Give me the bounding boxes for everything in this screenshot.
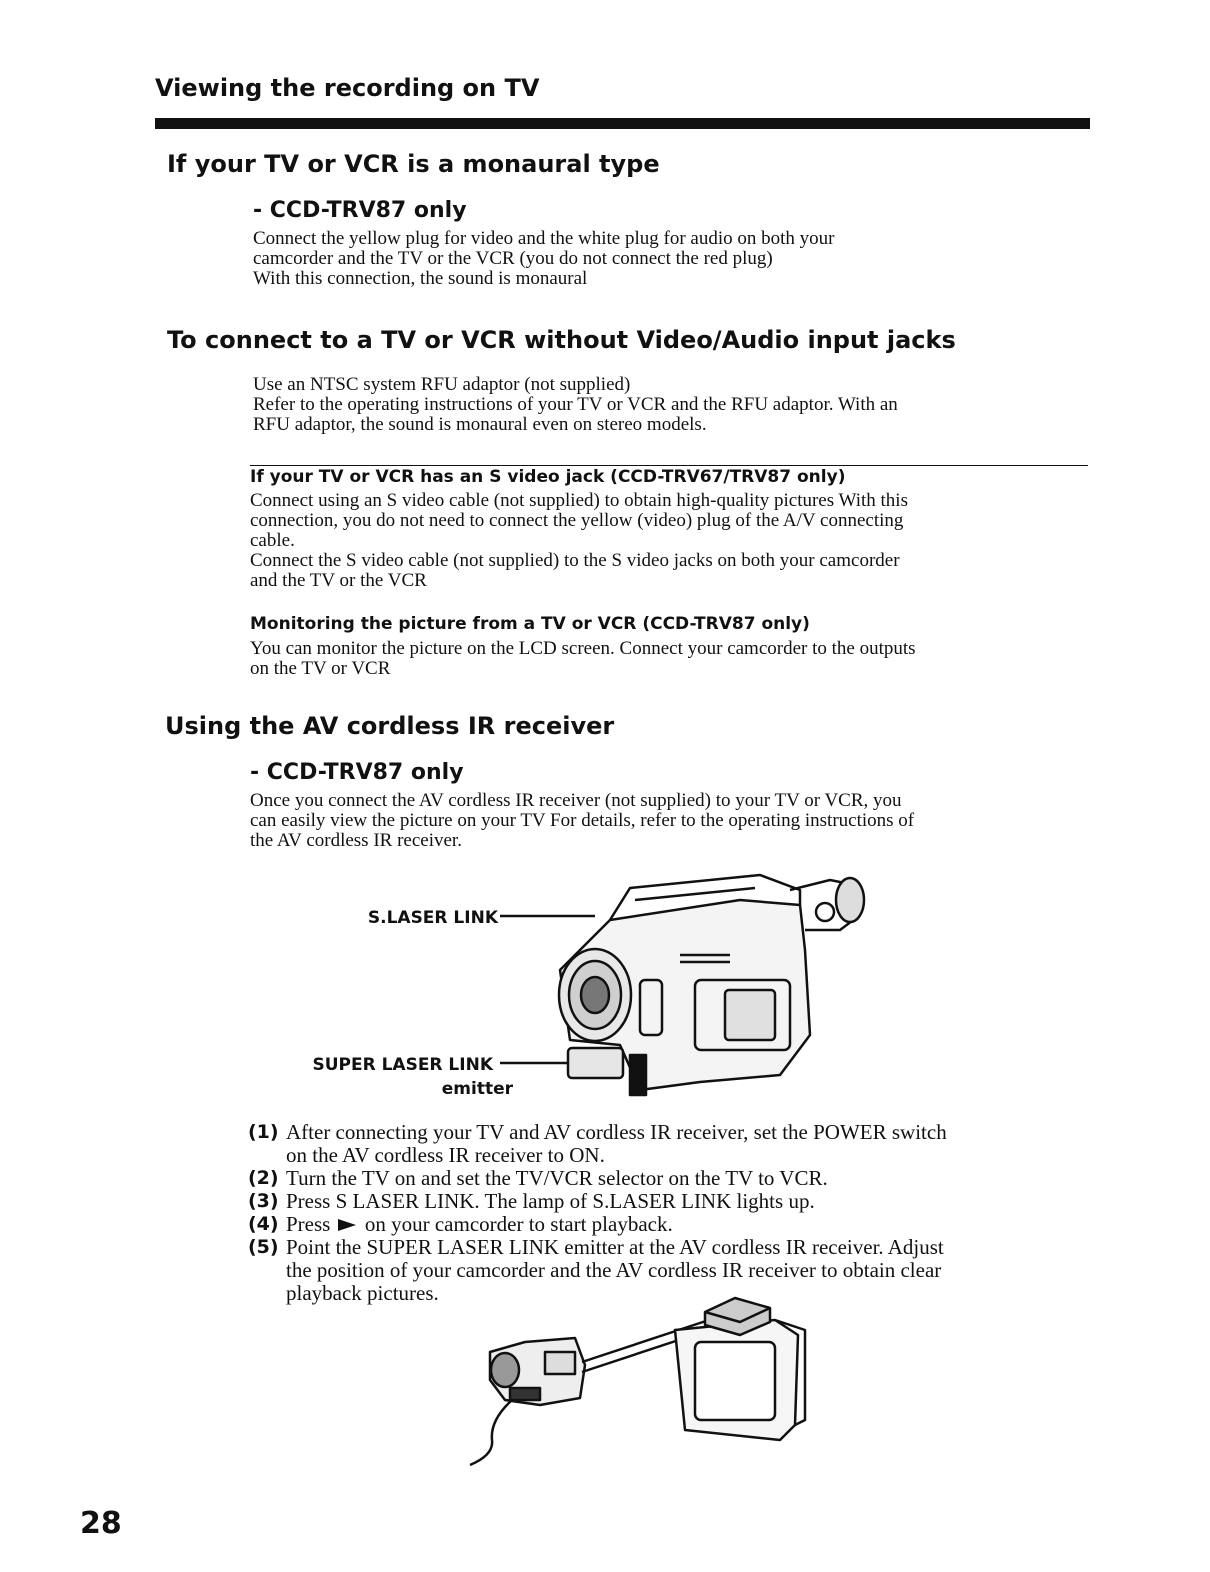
step-item (248, 1167, 1088, 1190)
step-line: Press S LASER LINK. The lamp of S.LASER LINK lights up. (286, 1189, 815, 1213)
camcorder-tv-illustration (450, 1290, 830, 1470)
step-line: on the AV cordless IR receiver to ON. (286, 1143, 605, 1167)
s-video-heading: If your TV or VCR has an S video jack (CCD-TRV67/TRV87 only) (250, 467, 846, 487)
camcorder-illustration (500, 860, 890, 1110)
monaural-body (253, 229, 1083, 289)
s-video-line: cable. (250, 530, 295, 551)
page-number: 28 (80, 1506, 122, 1541)
s-video-line: connection, you do not need to connect the yellow (video) plug of the A/V connecting (250, 510, 904, 531)
monaural-heading: If your TV or VCR is a monaural type (167, 150, 660, 178)
step-line: After connecting your TV and AV cordless IR receiver, set the POWER switch (286, 1120, 947, 1144)
monitoring-heading: Monitoring the picture from a TV or VCR (CCD-TRV87 only) (250, 614, 810, 634)
step-line: the position of your camcorder and the AV cordless IR receiver to obtain clear (286, 1258, 942, 1282)
header-rule (155, 118, 1090, 129)
step-item (248, 1190, 1088, 1213)
step-line: Turn the TV on and set the TV/VCR selector on the TV to VCR. (286, 1166, 828, 1190)
step-item (248, 1121, 1088, 1167)
av-receiver-line: the AV cordless IR receiver. (250, 830, 462, 851)
step-text (286, 1121, 1088, 1167)
monaural-line: Connect the yellow plug for video and the white plug for audio on both your (253, 228, 835, 249)
step-line-post: on your camcorder to start playback. (364, 1212, 673, 1236)
s-video-rule (250, 465, 1088, 466)
av-receiver-model-note: - CCD-TRV87 only (250, 760, 464, 785)
step-line: playback pictures. (286, 1281, 439, 1305)
step-line-pre: Press (286, 1212, 331, 1236)
step-number: (5) (248, 1236, 279, 1258)
monitoring-line: You can monitor the picture on the LCD screen. Connect your camcorder to the outputs (250, 638, 916, 659)
step-item (248, 1213, 1088, 1236)
s-video-body (250, 491, 1085, 591)
av-receiver-line: can easily view the picture on your TV For details, refer to the operating instructions of (250, 810, 915, 831)
no-input-jacks-heading: To connect to a TV or VCR without Video/Audio input jacks (167, 326, 956, 354)
s-video-line: Connect using an S video cable (not supplied) to obtain high-quality pictures With this (250, 490, 908, 511)
no-input-jacks-line: RFU adaptor, the sound is monaural even on stereo models. (253, 414, 707, 435)
section-title: Viewing the recording on TV (155, 74, 540, 102)
step-number: (1) (248, 1121, 279, 1143)
monitoring-body (250, 639, 1085, 679)
step-number: (2) (248, 1167, 279, 1189)
super-laser-link-label: SUPER LASER LINK (312, 1055, 493, 1075)
slaser-link-label: S.LASER LINK (367, 908, 498, 928)
monaural-line: With this connection, the sound is monaural (253, 268, 588, 289)
av-receiver-heading: Using the AV cordless IR receiver (165, 712, 615, 740)
step-line: Point the SUPER LASER LINK emitter at the AV cordless IR receiver. Adjust (286, 1235, 944, 1259)
step-number: (3) (248, 1190, 279, 1212)
monaural-line: camcorder and the TV or the VCR (you do not connect the red plug) (253, 248, 773, 269)
no-input-jacks-line: Refer to the operating instructions of your TV or VCR and the RFU adaptor. With an (253, 394, 898, 415)
step-text (286, 1213, 1088, 1236)
no-input-jacks-line: Use an NTSC system RFU adaptor (not supplied) (253, 374, 631, 395)
step-number: (4) (248, 1213, 279, 1235)
emitter-label: emitter (441, 1079, 513, 1099)
play-icon (338, 1219, 356, 1231)
av-receiver-line: Once you connect the AV cordless IR receiver (not supplied) to your TV or VCR, you (250, 790, 902, 811)
av-receiver-body (250, 791, 1085, 851)
no-input-jacks-body (253, 375, 1083, 435)
s-video-line: and the TV or the VCR (250, 570, 427, 591)
s-video-line: Connect the S video cable (not supplied) to the S video jacks on both your camcorder (250, 550, 900, 571)
monaural-model-note: - CCD-TRV87 only (253, 198, 467, 223)
steps-list (248, 1121, 1088, 1305)
monitoring-line: on the TV or VCR (250, 658, 391, 679)
